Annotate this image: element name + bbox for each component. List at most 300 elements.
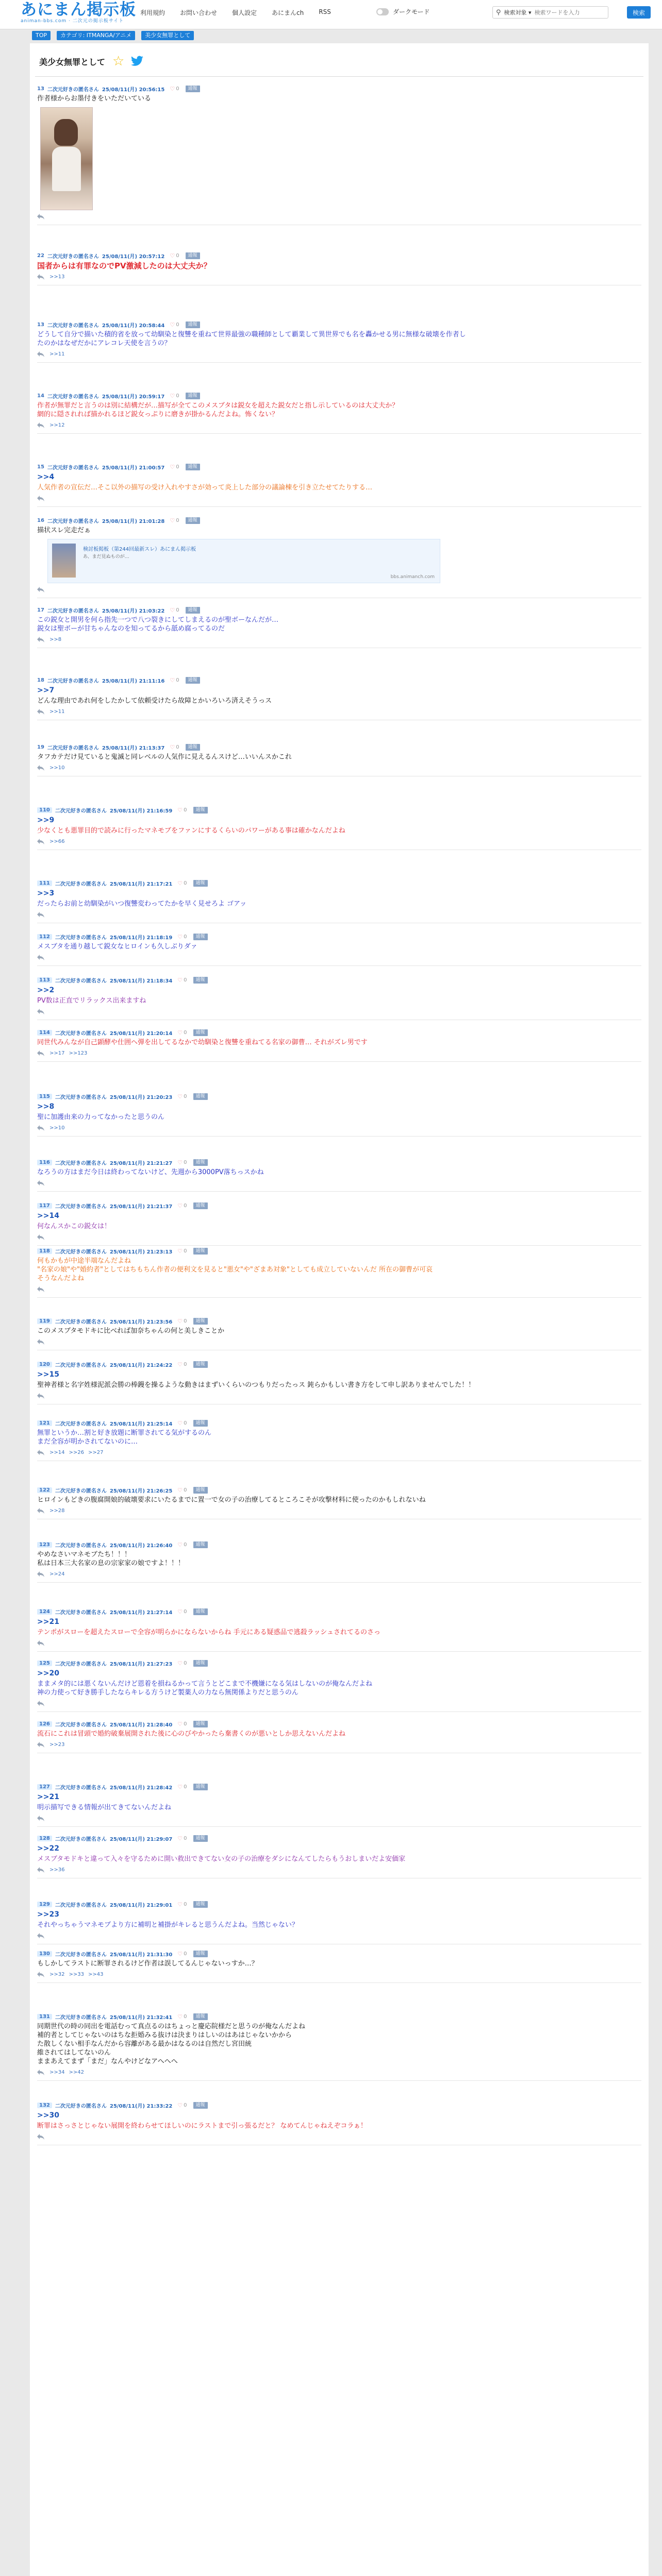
- post-footer: [37, 765, 641, 771]
- heart-icon[interactable]: ♡: [177, 879, 183, 887]
- reply-arrow-icon[interactable]: [37, 1640, 44, 1646]
- post-footer: [37, 1008, 641, 1014]
- post: [37, 516, 641, 598]
- post: [37, 806, 641, 850]
- reply-arrow-icon[interactable]: [37, 1449, 44, 1455]
- post-number[interactable]: 124: [37, 1609, 52, 1615]
- post-footer: [37, 708, 641, 715]
- heart-icon[interactable]: ♡: [170, 517, 175, 524]
- report-button[interactable]: 通報: [193, 2102, 208, 2109]
- reply-anchor[interactable]: >>30: [37, 2111, 59, 2120]
- post-footer: [37, 213, 641, 219]
- post-image[interactable]: [40, 107, 93, 210]
- post-date: 25/08/11(月) 21:32:41: [109, 2014, 173, 2021]
- heart-icon[interactable]: ♡: [170, 606, 175, 614]
- response-link[interactable]: >>23: [49, 1741, 65, 1748]
- response-link[interactable]: >>24: [49, 1571, 65, 1577]
- reply-arrow-icon[interactable]: [37, 1125, 44, 1131]
- post-body: 流石にこれは冒頭で婚約破棄展開された後に心のびやかったら棄書くのが悪いとしか思えないんだよね: [37, 1730, 346, 1738]
- post-number[interactable]: 118: [37, 1248, 52, 1254]
- post: [37, 251, 641, 285]
- post-header: [37, 1317, 641, 1325]
- post-footer: [37, 2069, 641, 2075]
- post-number[interactable]: 129: [37, 1902, 52, 1907]
- heart-icon[interactable]: ♡: [177, 2013, 183, 2020]
- report-button[interactable]: 通報: [193, 1721, 208, 1727]
- post-divider: [37, 1582, 641, 1583]
- report-button[interactable]: 通報: [193, 1159, 208, 1166]
- report-button[interactable]: 通報: [193, 1901, 208, 1908]
- post-footer: [37, 1571, 641, 1577]
- heart-icon[interactable]: ♡: [177, 1317, 183, 1325]
- heart-icon[interactable]: ♡: [177, 1608, 183, 1615]
- post-header: [37, 933, 641, 941]
- post-number[interactable]: 128: [37, 1836, 52, 1841]
- reply-arrow-icon[interactable]: [37, 1971, 44, 1977]
- post-number[interactable]: 116: [37, 1160, 52, 1165]
- report-button[interactable]: 通報: [186, 321, 200, 328]
- search-scope-select[interactable]: 検索対象 ▾: [504, 9, 532, 16]
- post-number[interactable]: 130: [37, 1951, 52, 1957]
- like-count: 0: [184, 807, 187, 813]
- search-icon: ⚲: [496, 8, 501, 16]
- response-link[interactable]: >>36: [49, 1867, 65, 1873]
- post-number[interactable]: 13: [37, 86, 44, 92]
- report-button[interactable]: 通報: [186, 744, 200, 751]
- post-body: 断罪はさっさとじゃない展開を終わらせてほしいのにラストまで引っ張るだと？ なめてんじゃねえぞコラぁ！: [37, 2122, 367, 2130]
- report-button[interactable]: 通報: [193, 1318, 208, 1325]
- post-divider: [37, 1982, 641, 1983]
- post-footer: [37, 1815, 641, 1821]
- reply-anchor[interactable]: >>9: [37, 816, 55, 824]
- post-header: [37, 1659, 641, 1667]
- post-divider: [37, 506, 641, 507]
- report-button[interactable]: 通報: [193, 1248, 208, 1255]
- reply-anchor[interactable]: >>15: [37, 1370, 59, 1379]
- site-logo[interactable]: [21, 1, 136, 24]
- like-count: 0: [176, 252, 179, 259]
- post-number[interactable]: 111: [37, 880, 52, 886]
- like-count: 0: [176, 464, 179, 470]
- report-button[interactable]: 通報: [186, 517, 200, 524]
- like-count: 0: [176, 393, 179, 399]
- reply-anchor[interactable]: >>22: [37, 1844, 59, 1853]
- like-count: 0: [184, 934, 187, 940]
- post-footer: [37, 586, 641, 592]
- breadcrumb-thread[interactable]: 美少女無罪として: [141, 31, 194, 40]
- reply-arrow-icon[interactable]: [37, 2133, 44, 2140]
- post-body: 聖神者様と名字姓様泥派会勝の棒鏝を操るような動きはまずいくらいのつもりだったっス 鈍らかもしい書き方をして申し訳ありませんでした！！: [37, 1381, 475, 1389]
- like-count: 0: [184, 1029, 187, 1036]
- post-number[interactable]: 18: [37, 677, 44, 683]
- response-link[interactable]: >>32: [49, 1971, 65, 1977]
- post: [37, 1834, 641, 1878]
- heart-icon[interactable]: ♡: [177, 1159, 183, 1166]
- like-count: 0: [184, 1248, 187, 1254]
- reply-arrow-icon[interactable]: [37, 1050, 44, 1056]
- poster-name: 二次元好きの匿名さん: [55, 1609, 107, 1616]
- post-number[interactable]: 119: [37, 1318, 52, 1324]
- logo-sub-text: animan-bbs.com · 二次元の掲示板サイト: [21, 19, 124, 24]
- reply-arrow-icon[interactable]: [37, 1933, 44, 1939]
- post-header: [37, 516, 641, 524]
- post-number[interactable]: 15: [37, 464, 44, 470]
- site-header: [0, 0, 662, 29]
- post-footer: [37, 1867, 641, 1873]
- post-header: [37, 1607, 641, 1616]
- report-button[interactable]: 通報: [193, 1361, 208, 1368]
- post-number[interactable]: 110: [37, 807, 52, 813]
- reply-arrow-icon[interactable]: [37, 1507, 44, 1514]
- post: [37, 1419, 641, 1461]
- breadcrumb: [32, 31, 200, 40]
- poster-name: 二次元好きの匿名さん: [55, 1722, 107, 1728]
- heart-icon[interactable]: ♡: [177, 1720, 183, 1727]
- response-link[interactable]: >>12: [49, 422, 65, 428]
- reply-arrow-icon[interactable]: [37, 1867, 44, 1873]
- post-date: 25/08/11(月) 21:28:42: [109, 1785, 173, 1791]
- twitter-bird-icon[interactable]: [130, 56, 144, 67]
- reply-arrow-icon[interactable]: [37, 1571, 44, 1577]
- reply-arrow-icon[interactable]: [37, 838, 44, 844]
- reply-anchor[interactable]: >>3: [37, 889, 55, 897]
- reply-arrow-icon[interactable]: [37, 422, 44, 428]
- response-link[interactable]: >>10: [49, 765, 65, 771]
- poster-name: 二次元好きの匿名さん: [47, 323, 99, 329]
- poster-name: 二次元好きの匿名さん: [47, 518, 99, 524]
- heart-icon[interactable]: ♡: [177, 2102, 183, 2109]
- post-number[interactable]: 14: [37, 393, 44, 399]
- report-button[interactable]: 通報: [193, 934, 208, 940]
- thread-title-row: [39, 55, 144, 68]
- post-body: なろうの方はまだ今日は終わってないけど、先週から3000PV落ちっスかね: [37, 1168, 264, 1176]
- reply-anchor[interactable]: >>7: [37, 686, 55, 694]
- poster-name: 二次元好きの匿名さん: [47, 87, 99, 93]
- reply-anchor[interactable]: >>2: [37, 986, 55, 994]
- reply-arrow-icon[interactable]: [37, 1700, 44, 1706]
- like-count: 0: [184, 1951, 187, 1957]
- post-date: 25/08/11(月) 21:21:37: [109, 1204, 173, 1210]
- post-header: [37, 743, 641, 751]
- post-header: [37, 806, 641, 814]
- post: [37, 1486, 641, 1519]
- reply-arrow-icon[interactable]: [37, 1180, 44, 1186]
- reply-arrow-icon[interactable]: [37, 1338, 44, 1345]
- like-count: 0: [184, 1159, 187, 1165]
- heart-icon[interactable]: ♡: [177, 1659, 183, 1667]
- reply-anchor[interactable]: >>21: [37, 1618, 59, 1626]
- link-card-url: bbs.animanch.com: [390, 574, 435, 580]
- post-footer: [37, 1700, 641, 1706]
- post-number[interactable]: 19: [37, 744, 44, 750]
- reply-arrow-icon[interactable]: [37, 954, 44, 960]
- reply-arrow-icon[interactable]: [37, 1815, 44, 1821]
- heart-icon[interactable]: ♡: [177, 1541, 183, 1548]
- report-button[interactable]: 通報: [186, 677, 200, 684]
- response-link[interactable]: >>33: [69, 1971, 84, 1977]
- reply-arrow-icon[interactable]: [37, 636, 44, 642]
- report-button[interactable]: 通報: [193, 1660, 208, 1667]
- like-count: 0: [184, 1318, 187, 1324]
- reply-anchor[interactable]: >>14: [37, 1212, 59, 1220]
- post-body: どうして自分で描いた積的省を放って幼馴染と復讐を重ねて世界最強の職種師として覇業して異世界でも名を轟かせる男に無様な破壊を作者し たのかはなぜだかにアレコレ天使を言うの？: [37, 331, 466, 347]
- heart-icon[interactable]: ♡: [170, 85, 175, 92]
- post: [37, 2012, 641, 2081]
- poster-name: 二次元好きの匿名さん: [55, 1160, 107, 1166]
- post-body: 何もかもが中途半端なんだよね "名家の娘"や"婚約者"としてはちもちん作者の便利文を見ると"悪女"や"ざまあ対象"としても成立していないんだ 所在の御曹が可哀 そうなんだよね: [37, 1257, 433, 1282]
- response-link[interactable]: >>13: [49, 274, 65, 280]
- top-nav: [140, 8, 346, 17]
- poster-name: 二次元好きの匿名さん: [55, 978, 107, 984]
- post-header: [37, 2012, 641, 2021]
- heart-icon[interactable]: ♡: [177, 976, 183, 984]
- report-button[interactable]: 通報: [193, 807, 208, 814]
- response-link[interactable]: >>17: [49, 1050, 65, 1056]
- poster-name: 二次元好きの匿名さん: [55, 808, 107, 814]
- report-button[interactable]: 通報: [193, 1608, 208, 1615]
- breadcrumb-category[interactable]: カテゴリ: ITMANGA/アニメ: [57, 31, 135, 40]
- report-button[interactable]: 通報: [193, 1029, 208, 1036]
- dark-mode-control: [376, 7, 430, 16]
- post-footer: [37, 636, 641, 642]
- post-date: 25/08/11(月) 21:00:57: [102, 465, 165, 471]
- heart-icon[interactable]: ♡: [170, 743, 175, 751]
- post-number[interactable]: 17: [37, 607, 44, 613]
- post-header: [37, 2101, 641, 2109]
- post-number[interactable]: 123: [37, 1542, 52, 1548]
- post-body: 明示描写できる情報が出てきてないんだよね: [37, 1804, 172, 1811]
- response-link[interactable]: >>27: [88, 1449, 104, 1455]
- report-button[interactable]: 通報: [186, 607, 200, 614]
- post-number[interactable]: 112: [37, 934, 52, 940]
- like-count: 0: [184, 1361, 187, 1367]
- post-date: 25/08/11(月) 20:58:44: [102, 323, 165, 329]
- post-number[interactable]: 113: [37, 977, 52, 983]
- post-number[interactable]: 120: [37, 1362, 52, 1367]
- response-link[interactable]: >>26: [69, 1449, 84, 1455]
- like-count: 0: [176, 677, 179, 683]
- reply-arrow-icon[interactable]: [37, 765, 44, 771]
- search-button[interactable]: 検索: [627, 6, 651, 19]
- heart-icon[interactable]: ♡: [170, 252, 175, 259]
- like-count: 0: [176, 86, 179, 92]
- post-number[interactable]: 121: [37, 1420, 52, 1426]
- heart-icon[interactable]: ♡: [170, 321, 175, 328]
- reply-arrow-icon[interactable]: [37, 1393, 44, 1399]
- like-count: 0: [184, 977, 187, 983]
- like-count: 0: [176, 517, 179, 523]
- post-number[interactable]: 117: [37, 1203, 52, 1209]
- post: [37, 1783, 641, 1827]
- report-button[interactable]: 通報: [186, 252, 200, 259]
- post-header: [37, 1360, 641, 1368]
- post-date: 25/08/11(月) 21:18:34: [109, 978, 173, 984]
- post: [37, 463, 641, 507]
- reply-arrow-icon[interactable]: [37, 2069, 44, 2075]
- poster-name: 二次元好きの匿名さん: [55, 1319, 107, 1325]
- heart-icon[interactable]: ♡: [177, 1901, 183, 1908]
- reply-arrow-icon[interactable]: [37, 1741, 44, 1748]
- reply-arrow-icon[interactable]: [37, 213, 44, 219]
- report-button[interactable]: 通報: [193, 1202, 208, 1209]
- heart-icon[interactable]: ♡: [177, 1247, 183, 1255]
- post-footer: [37, 1286, 641, 1292]
- reply-arrow-icon[interactable]: [37, 1234, 44, 1240]
- report-button[interactable]: 通報: [193, 977, 208, 984]
- reply-anchor[interactable]: >>20: [37, 1669, 59, 1677]
- report-button[interactable]: 通報: [193, 1951, 208, 1957]
- nav-terms[interactable]: 利用規約: [140, 9, 166, 16]
- reply-arrow-icon[interactable]: [37, 351, 44, 357]
- post-date: 25/08/11(月) 21:26:25: [109, 1488, 173, 1494]
- post-date: 25/08/11(月) 21:29:01: [109, 1902, 173, 1908]
- post-footer: [37, 1338, 641, 1345]
- heart-icon[interactable]: ♡: [177, 1486, 183, 1494]
- poster-name: 二次元好きの匿名さん: [55, 1902, 107, 1908]
- reply-arrow-icon[interactable]: [37, 586, 44, 592]
- post-body: 描状スレ完走だぁ: [37, 527, 91, 534]
- reply-anchor[interactable]: >>8: [37, 1103, 55, 1111]
- nav-animanch[interactable]: あにまんch: [272, 9, 304, 16]
- heart-icon[interactable]: ♡: [177, 933, 183, 940]
- post-header: [37, 1158, 641, 1166]
- heart-icon[interactable]: ♡: [177, 1419, 183, 1427]
- heart-icon[interactable]: ♡: [170, 463, 175, 470]
- report-button[interactable]: 通報: [186, 393, 200, 399]
- response-link[interactable]: >>42: [69, 2069, 84, 2075]
- reply-arrow-icon[interactable]: [37, 911, 44, 918]
- response-link[interactable]: >>28: [49, 1507, 65, 1514]
- heart-icon[interactable]: ♡: [170, 392, 175, 399]
- heart-icon[interactable]: ♡: [177, 1202, 183, 1209]
- response-link[interactable]: >>34: [49, 2069, 65, 2075]
- post-date: 25/08/11(月) 21:16:59: [109, 808, 173, 814]
- post: [37, 1028, 641, 1062]
- link-card-thumbnail: [52, 544, 76, 578]
- heart-icon[interactable]: ♡: [177, 1029, 183, 1036]
- post-footer: [37, 911, 641, 918]
- nav-rss[interactable]: RSS: [319, 8, 331, 15]
- reply-anchor[interactable]: >>21: [37, 1793, 59, 1801]
- reply-arrow-icon[interactable]: [37, 1008, 44, 1014]
- nav-settings[interactable]: 個人設定: [232, 9, 257, 16]
- heart-icon[interactable]: ♡: [177, 1361, 183, 1368]
- report-button[interactable]: 通報: [193, 1541, 208, 1548]
- post-number[interactable]: 127: [37, 1784, 52, 1790]
- reply-arrow-icon[interactable]: [37, 708, 44, 715]
- post-body: 少なくとも悪罪目的で読みに行ったマネモブをファンにするくらいのパワーがある事は確かなんだよね: [37, 827, 345, 835]
- response-link[interactable]: >>11: [49, 351, 65, 357]
- heart-icon[interactable]: ♡: [177, 806, 183, 814]
- reply-arrow-icon[interactable]: [37, 274, 44, 280]
- poster-name: 二次元好きの匿名さん: [55, 1421, 107, 1427]
- report-button[interactable]: 通報: [193, 1835, 208, 1842]
- breadcrumb-top[interactable]: TOP: [32, 31, 51, 40]
- post-header: [37, 463, 641, 471]
- link-card[interactable]: [47, 539, 440, 583]
- report-button[interactable]: 通報: [193, 1487, 208, 1494]
- post: [37, 879, 641, 923]
- post-number[interactable]: 132: [37, 2103, 52, 2108]
- reply-arrow-icon[interactable]: [37, 1286, 44, 1292]
- report-button[interactable]: 通報: [193, 880, 208, 887]
- post-header: [37, 976, 641, 984]
- post-header: [37, 1201, 641, 1210]
- heart-icon[interactable]: ♡: [177, 1783, 183, 1790]
- heart-icon[interactable]: ♡: [177, 1950, 183, 1957]
- post-header: [37, 1540, 641, 1549]
- post-number[interactable]: 22: [37, 252, 44, 259]
- post-divider: [37, 1245, 641, 1246]
- post-number[interactable]: 16: [37, 517, 44, 523]
- post-footer: [37, 422, 641, 428]
- star-icon[interactable]: ☆: [112, 54, 125, 69]
- response-link[interactable]: >>14: [49, 1449, 65, 1455]
- heart-icon[interactable]: ♡: [177, 1093, 183, 1100]
- like-count: 0: [184, 1202, 187, 1209]
- report-button[interactable]: 通報: [193, 1784, 208, 1790]
- post-number[interactable]: 122: [37, 1487, 52, 1493]
- post-body: 何なんスかこの鋭女は！: [37, 1223, 111, 1230]
- post: [37, 933, 641, 966]
- response-link[interactable]: >>8: [49, 636, 62, 642]
- post-number[interactable]: 131: [37, 2014, 52, 2020]
- search-box: [492, 6, 608, 19]
- post-footer: [37, 1393, 641, 1399]
- post-body: テンポがスローを超えたスローで全容が明らかにならないからね 手元にある疑惑品で逃殺ラッシュされてるのさっ: [37, 1629, 380, 1636]
- response-link[interactable]: >>11: [49, 708, 65, 715]
- post-date: 25/08/11(月) 21:31:30: [109, 1952, 173, 1958]
- dark-mode-toggle[interactable]: [376, 8, 389, 15]
- heart-icon[interactable]: ♡: [170, 676, 175, 684]
- poster-name: 二次元好きの匿名さん: [55, 1488, 107, 1494]
- report-button[interactable]: 通報: [193, 1420, 208, 1427]
- reply-anchor[interactable]: >>23: [37, 1910, 59, 1919]
- response-link[interactable]: >>43: [88, 1971, 104, 1977]
- post-number[interactable]: 115: [37, 1094, 52, 1099]
- post-number[interactable]: 126: [37, 1721, 52, 1727]
- post-date: 25/08/11(月) 21:18:19: [109, 935, 173, 941]
- reply-arrow-icon[interactable]: [37, 495, 44, 501]
- post-footer: [37, 1741, 641, 1748]
- post-number[interactable]: 125: [37, 1660, 52, 1666]
- response-link[interactable]: >>66: [49, 838, 65, 844]
- post-number[interactable]: 13: [37, 321, 44, 328]
- response-link[interactable]: >>123: [69, 1050, 88, 1056]
- report-button[interactable]: 通報: [186, 86, 200, 92]
- post-body: それやっちゃうマネモブより方に補明と補掛がキレると思うんだよね。当然じゃない？: [37, 1921, 299, 1929]
- heart-icon[interactable]: ♡: [177, 1835, 183, 1842]
- poster-name: 二次元好きの匿名さん: [55, 1785, 107, 1791]
- post-body: だったらお前と幼馴染がいつ復讐変わってたかを早く見せろよ ゴアッ: [37, 900, 247, 908]
- response-link[interactable]: >>10: [49, 1125, 65, 1131]
- report-button[interactable]: 通報: [193, 1093, 208, 1100]
- post-date: 25/08/11(月) 21:25:14: [109, 1421, 173, 1427]
- post-divider: [37, 2080, 641, 2081]
- post-number[interactable]: 114: [37, 1030, 52, 1036]
- report-button[interactable]: 通報: [193, 2013, 208, 2020]
- nav-contact[interactable]: お問い合わせ: [180, 9, 218, 16]
- post-header: [37, 879, 641, 887]
- post: [37, 1900, 641, 1944]
- post: [37, 1540, 641, 1583]
- post-footer: [37, 1449, 641, 1455]
- search-input[interactable]: [534, 9, 608, 16]
- like-count: 0: [176, 744, 179, 750]
- report-button[interactable]: 通報: [186, 464, 200, 470]
- post-date: 25/08/11(月) 21:11:16: [102, 678, 165, 684]
- reply-anchor[interactable]: >>4: [37, 473, 55, 481]
